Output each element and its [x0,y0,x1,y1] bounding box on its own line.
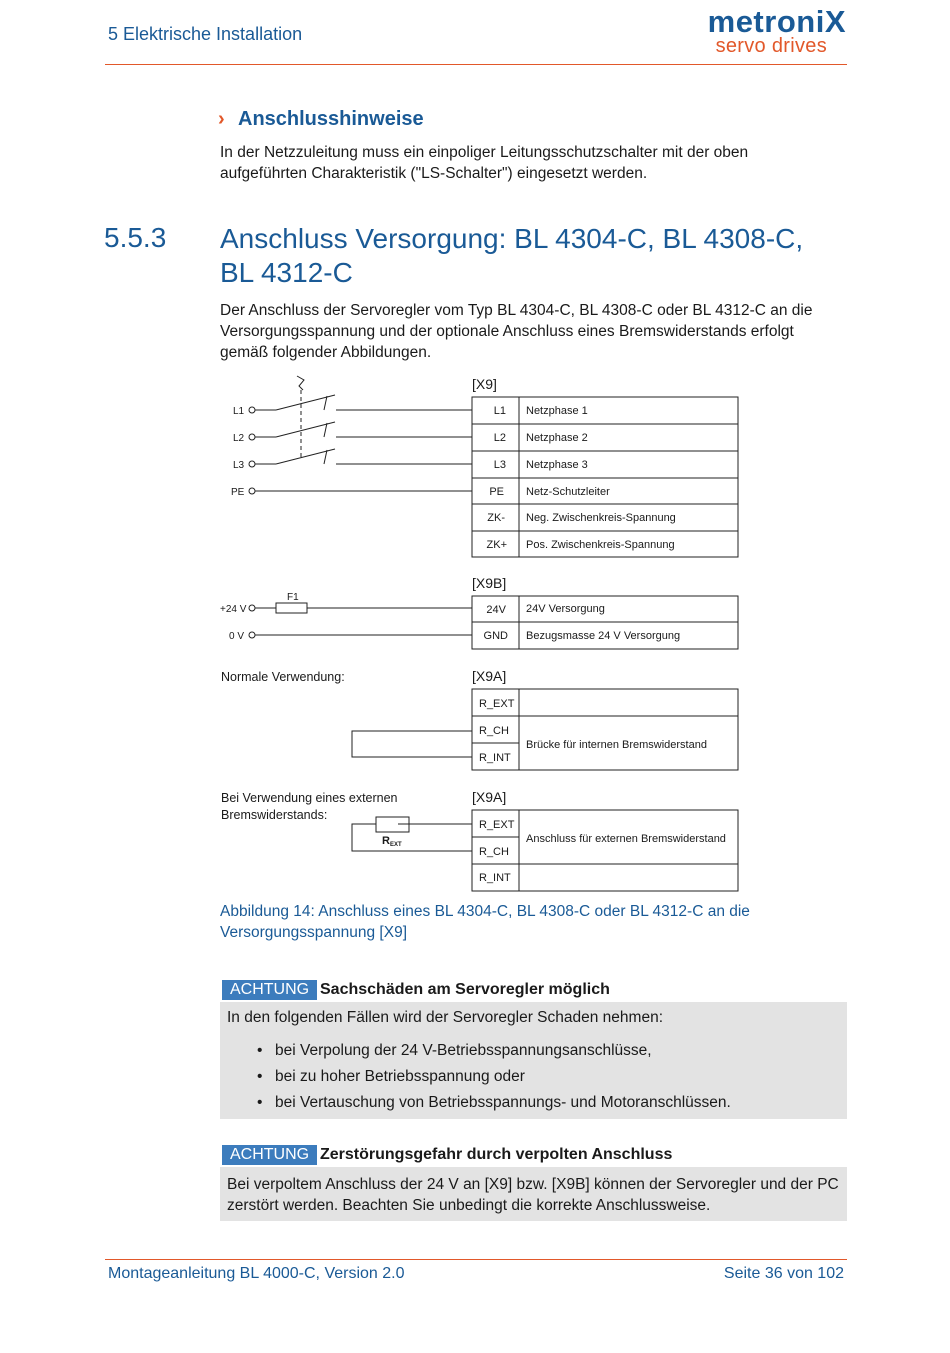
pin-description: Netzphase 1 [526,405,588,417]
pin-label: L2 [493,432,506,444]
connector-label-x9a-ext: [X9A] [472,789,507,805]
terminal-circle-l2 [249,434,255,440]
wiring-diagram [200,370,760,895]
pin-label: R_INT [479,752,511,764]
pin-description: Neg. Zwischenkreis-Spannung [526,512,676,524]
pin-description: Netzphase 3 [526,459,588,471]
chevron-right-icon: › [218,108,225,130]
footer-divider [105,1259,847,1260]
connector-label-x9b: [X9B] [472,575,507,591]
fuse-symbol [276,603,307,613]
terminal-circle-0v [249,632,255,638]
terminal-circle-l1 [249,407,255,413]
bullet-icon: • [257,1042,263,1059]
left-terminal-label: 0 V [229,631,245,642]
pin-label: R_EXT [479,819,515,831]
warning-title: Sachschäden am Servoregler möglich [320,981,610,998]
external-use-caption-line2: Bremswiderstands: [221,808,328,822]
pin-description: Pos. Zwischenkreis-Spannung [526,539,675,551]
bullet-icon: • [257,1094,263,1111]
hint-title: Anschlusshinweise [238,108,424,130]
pin-description: 24V Versorgung [526,603,605,615]
list-item: bei zu hoher Betriebsspannung oder [275,1068,525,1085]
warning-title: Zerstörungsgefahr durch verpolten Anschluss [320,1146,673,1163]
pin-label: R_EXT [479,698,515,710]
pin-label: L1 [493,405,506,417]
pin-label: PE [489,486,504,498]
footer-document-title: Montageanleitung BL 4000-C, Version 2.0 [108,1265,405,1282]
pin-label: ZK+ [486,539,507,551]
resistor-label: REXT [382,835,402,848]
pin-label: R_CH [479,725,509,737]
connector-label-x9a: [X9A] [472,668,507,684]
left-terminal-label: L2 [233,433,245,444]
figure-caption: Abbildung 14: Anschluss eines BL 4304-C, BL 4308-C oder BL 4312-C an die Versorgungsspannung [X9] [220,903,750,941]
header-section-title: 5 Elektrische Installation [108,24,303,44]
footer-page-number: Seite 36 von 102 [723,1265,844,1282]
pin-description: Netzphase 2 [526,432,588,444]
header-divider [105,64,847,65]
left-terminal-label: L3 [233,460,245,471]
section-text: Der Anschluss der Servoregler vom Typ BL 4304-C, BL 4308-C oder BL 4312-C an die Versorgungsspannung und der optionale Anschluss eines Bremswiderstands erfolgt gemäß folgender Abbildungen. [220,302,813,361]
warning-label: ACHTUNG [222,1145,317,1165]
pin-label: 24V [486,604,506,616]
external-use-caption-line1: Bei Verwendung eines externen [221,791,398,805]
pin-label: R_INT [479,872,511,884]
hint-text: In der Netzzuleitung muss ein einpoliger Leitungsschutzschalter mit der oben aufgeführten Charakteristik ("LS-Schalter") eingesetzt werden. [220,144,749,182]
pin-label: ZK- [487,512,505,524]
pin-label: L3 [493,459,506,471]
pin-label: GND [483,630,508,642]
warning-intro: In den folgenden Fällen wird der Servoregler Schaden nehmen: [227,1009,663,1026]
bullet-icon: • [257,1068,263,1085]
terminal-circle-pe [249,488,255,494]
logo-main-text: metroni [707,4,825,39]
list-item: bei Vertauschung von Betriebsspannungs- und Motoranschlüssen. [275,1094,731,1111]
warning-label: ACHTUNG [222,980,317,1000]
connector-label-x9: [X9] [472,376,497,392]
list-item: bei Verpolung der 24 V-Betriebsspannungsanschlüsse, [275,1042,652,1059]
pin-description: Anschluss für externen Bremswiderstand [526,833,726,845]
logo-x-text: X [824,4,846,39]
section-title: Anschluss Versorgung: BL 4304-C, BL 4308-C, BL 4312-C [220,223,804,288]
left-terminal-label: L1 [233,406,245,417]
pin-description: Brücke für internen Bremswiderstand [526,739,707,751]
terminal-circle-l3 [249,461,255,467]
fuse-label: F1 [287,592,299,603]
pin-description: Bezugsmasse 24 V Versorgung [526,630,681,642]
pin-label: R_CH [479,846,509,858]
terminal-circle-24v [249,605,255,611]
normal-use-caption: Normale Verwendung: [221,670,345,684]
pin-description: Netz-Schutzleiter [526,486,610,498]
warning-text: Bei verpoltem Anschluss der 24 V an [X9] bzw. [X9B] können der Servoregler und der PC zerstört werden. Beachten Sie unbedingt die korrekte Anschlussweise. [227,1176,839,1214]
left-terminal-label: PE [231,487,245,498]
section-number: 5.5.3 [104,222,167,253]
left-terminal-label: +24 V [220,604,247,615]
logo-subtitle: servo drives [715,35,827,57]
